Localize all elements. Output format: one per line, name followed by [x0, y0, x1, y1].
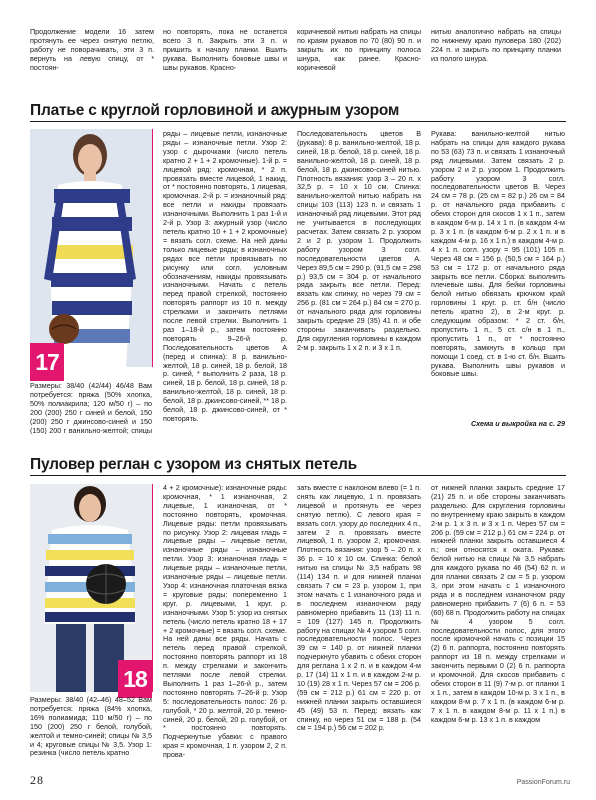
site-watermark: PassionForum.ru: [516, 779, 570, 786]
page-number: 28: [30, 773, 44, 787]
model17-scheme-note: Схема и выкройка на с. 29: [470, 420, 565, 428]
model18-col-2: зать вместе с наклоном влево (= 1 п. снять как лицевую, 1 п. провязать лицевой и протянуть ее через снятую петлю). С левого края = вязать согл. узору до последних 4 п., затем 2 п. провязать вместе лицевой, 1 п. узором 2, кромочная. Плотность вязания: узор 5 – 20 п. x 36 р. = 10 x 10 см. Спинка: белой нитью на спицы № 3,5 набрать 98 (114) 134 п. и для нижней планки связать 7 см = 23 р. узором 1, при этом начать с 1 изнаночного ряда и в последнем изнаночном ряду равномерно прибавить 11 (13) 11 п. = 109 (127) 145 п. Продолжить работу на спицах № 4 узором 5 согл. последовательности полос. Через 39 см = 140 р. от нижней планки подчеркнуто убавить с обеих сторон для реглана 1 x 2 п. и в каждом 4-м р. 17 (14) 11 x 1 п. и в каждом 2-м р. 10 (19) 28 x 1 п. Через 57 см = 206 р. (59 см = 212 р.) 61 см = 220 р. от нижней планки закрыть оставшиеся 45 (49) 53 п. Перед: вязать как спинку, но через 51 см = 188 р. (54 см = 194 р.) 56 см = 202 р.: [297, 484, 421, 733]
model18-title-rule: [30, 475, 566, 476]
model17-title-rule: [30, 121, 566, 122]
model18-caption: Размеры: 38/40 (42–46) 48–52 Вам потребуется: пряжа (84% хлопка, 16% полиамида; 110 м/50 г) – по 150 (200) 250 г белой, голубой, желтой и темно-синей; спицы № 3,5 и 4; круговые спицы № 3,5. Узор 1: резинка (число петель кратно: [30, 696, 152, 758]
model18-col-1: 4 + 2 кромочные): изнаночные ряды: кромочная, * 1 изнаночная, 2 лицевые, 1 изнаночная, от * постоянно повторять, кромочная. Лицевые ряды: петли провязывать по рисунку. Узор 2: лицевая гладь = лицевые ряды – лицевые петли, изнаночные ряды – изнаночные петли. Узор 3: изнаночная гладь = лицевые ряды – изнаночные петли, изнаночные ряды – лицевые петли. Узор 4: изнаночная платочная вязка = круговые ряды: попеременно 1 круг. р. лицевыми, 1 круг. р. изнаночными. Узор 5: узор из снятых петель (число петель кратно 18 + 17 + 2 кромочные) = вязать согл. схеме. На ней даны все ряды. Начать с петель перед правой стрелкой, постоянно повторять раппорт из 18 п. между стрелками и закончить петлями после левой стрелки. Выполнить 1 раз 1–26-й р., затем постоянно повторять 7–26-й р. Узор 5: последовательность полос: 26 р. голубой, * 20 р. желтой, 20 р. темно-синей, 20 р. белой, 20 р. голубой, от * постоянно повторять. Подчеркнутые убавки: с правого края = кромочная, 1 п. узором 2, 2 п. прова-: [163, 484, 287, 760]
model17-col-1: ряды – лицевые петли, изнаночные ряды – изнаночные петли. Узор 2: узор с дырочками (число петель кратно 2 + 1 + 2 кромочные). 1-й р. = лицевой ряд: кромочная, * 2 п. провязать вместе лицевой, 1 накид, от * постоянно повторять, 1 лицевая, кромочная. 2-й р. = изнаночный ряд: все петли и накиды провязать изнаночными. Выполнить 1 раз 1-й и 2-й р. Узор 3: ажурный узор (число петель кратно 10 + 1 + 2 кромочные) = вязать согл. схеме. На ней даны только лицевые ряды; в изнаночных рядах все петли провязывать по рисунку или согл. условным обозначениям, накиды провязывать изнаночными. Начать с петель перед правой стрелкой, постоянно повторять раппорт из 10 п. между стрелками и закончить петлями после левой стрелки. Выполнить 1 раз 1–18-й р., затем постоянно повторять 9–26-й р. Последовательность цветов А (перед и спинка): 8 р. ванильно-желтой, 18 р. синей, 18 р. белой, 18 р. синей, * выполнить 2 раза, 18 р. синей, 18 р. белой, 18 р. синей, 18 р. ванильно-желтой, 18 р. синей, 18 р. белой, 18 р. джинсово-синей, ** 18 р. белой, 18 р. джинсово-синей, от * повторять.: [163, 130, 287, 423]
top-col-3: коричневой нитью набрать на спицы по краям рукавов по 70 (80) 90 п. и закрыть их по принципу полоса шнура, как ранее. Красно-коричневой: [297, 28, 421, 72]
model18-title: Пуловер реглан с узором из снятых петель: [30, 456, 357, 473]
model17-caption: Размеры: 38/40 (42/44) 46/48 Вам потребуется: пряжа (50% хлопка, 50% полиакрила; 120 м/50 г) – по 200 (200) 250 г синей и белой, 150 (200) 250 г джинсово-синей и 150 (150) 200 г ванильно-желтой; спицы: [30, 382, 152, 434]
model17-col-2: Последовательность цветов В (рукава): 8 р. ванильно-желтой, 18 р. синей, 18 р. белой, 18 р. синей, 18 р. ванильно-желтой, 18 р. синей, 18 р. белой, 18 р. джинсово-синей нитью. Плотность вязания: узор 3 – 20 п. x 32,5 р. = 10 x 10 см. Спинка: ванильно-желтой нитью набрать на спицы 103 (113) 123 п. и связать 1 изнаночный ряд лицевыми. Этот ряд не учитывается в последующих расчетах. Затем связать 2 р. узором 2 и 2 р. узором 1. Продолжить работу узором 3 согл. последовательности цветов А. Через 89,5 см = 290 р. (91,5 см = 298 р.) 93,5 см = 304 р. от начального ряда закрыть все петли. Перед: вязать как спинку, но через 79 см = 256 р. (81 см = 264 р.) 84 см = 270 р. от начального ряда для горловины закрыть средние 29 (35) 41 п. и обе стороны заканчивать раздельно. Для скругления горловины в каждом 2-м р. закрыть 1 х 2 п. и 3 х 1 п.: [297, 130, 421, 352]
model17-number-badge: 17: [30, 343, 64, 381]
model17-photo: [30, 129, 152, 367]
dress-illustration: [30, 129, 152, 367]
top-col-2: но повторять, пока не останется всего 3 п. Закрыть эти 3 п. и пришить к началу планки. Вшить рукава. Выполнить боковые швы и швы рукавов. Красно-: [163, 28, 287, 72]
model17-title: Платье с круглой горловиной и ажурным узором: [30, 102, 400, 119]
model18-col-3: от нижней планки закрыть средние 17 (21) 25 п. и обе стороны заканчивать раздельно. Для скругления горловины по внутреннему краю закрыть в каждом 2-м р. 1 x 3 п. и 3 x 1 п. Через 57 см = 206 р. (59 см = 212 р.) 61 см = 224 р. от нижней планки закрыть оставшиеся 4 п.; они относятся к оката. Рукава: белой нитью на спицы № 3,5 набрать для каждого рукава по 46 (54) 62 п. и для планки связать 2 см = 5 р. узором 3, при этом начать с 1 изнаночного ряда и в последнем изнаночном ряду равномерно прибавить 7 (6) 6 п. = 53 (60) 68 п. Продолжить работу на спицах № 4 узором 5 согл. последовательности полос, для этого после кромочной начать с позиции 15 (2) 6 п. раппорта, постоянно повторять раппорт из 18 п. между стрелками и закончить первыми 0 (2) 6 п. раппорта и кромочной. Для скосов прибавить с обеих сторон в 11 (9) 7-м р. от планки 1 x 1 п., затем в каждом 10-м р. 3 x 1 п., в каждом 8-м р. 7 x 1 п. (в каждом 6-м р. 7 x 1 п. в каждом 8-м р. 11 x 1 п.) в каждом 6-м р. 13 x 1 п. в каждом: [431, 484, 565, 724]
top-col-4: нитью аналогично набрать на спицы по нижнему краю пуловера 180 (202) 224 п. и закрыть по принципу планки из полого шнура.: [431, 28, 561, 63]
model18-number-badge: 18: [118, 660, 152, 698]
top-col-1: Продолжение модели 16 затем протянуть ее через снятую петлю, работу не поворачивать, эти 3 п. вернуть на левую спицу, от * постоян-: [30, 28, 154, 72]
model17-frame-line: [146, 129, 153, 367]
model17-col-3: Рукава: ванильно-желтой нитью набрать на спицы для каждого рукава по 53 (63) 73 п. и связать 1 изнаночный ряд лицевыми. Затем связать 2 р. узором 2 и 2 р. узором 1. Продолжить работу узором 3 согл. последовательности цветов В. Через 24 см = 78 р. (25 см = 82 р.) 26 см = 84 р. от начального ряда прибавить с обеих сторон для скосов 1 x 1 п., затем в каждом 6-м р. 14 x 1 п. (в каждом 4-м р. 3 x 1 п. (в каждом 6-м р. 2 x 1 п. и в каждом 4-м р. 16 x 1 п.) в каждом 4-м р. 4 x 1 п. согл. узору = 95 (101) 105 п. Через 48 см = 156 р. (50,5 см = 164 р.) 53 см = 172 р. от начального ряда закрыть все петли. Сборка: выполнить плечевые швы. Для бейки горловины белой нитью обвязать крючком край горловины 1 круг. р. ст. б/н (число петель кратно 2), в 2-м круг. р. следующим образом: * 2 ст. б/н, пропустить 1 п., 5 ст. с/н в 1 п., пропустить 1 п., от * постоянно повторять, замкнуть в кольцо при помощи 1 соед. ст. в 1-ю ст. б/н. Вшить рукава. Выполнить швы рукавов и боковые швы.: [431, 130, 565, 379]
